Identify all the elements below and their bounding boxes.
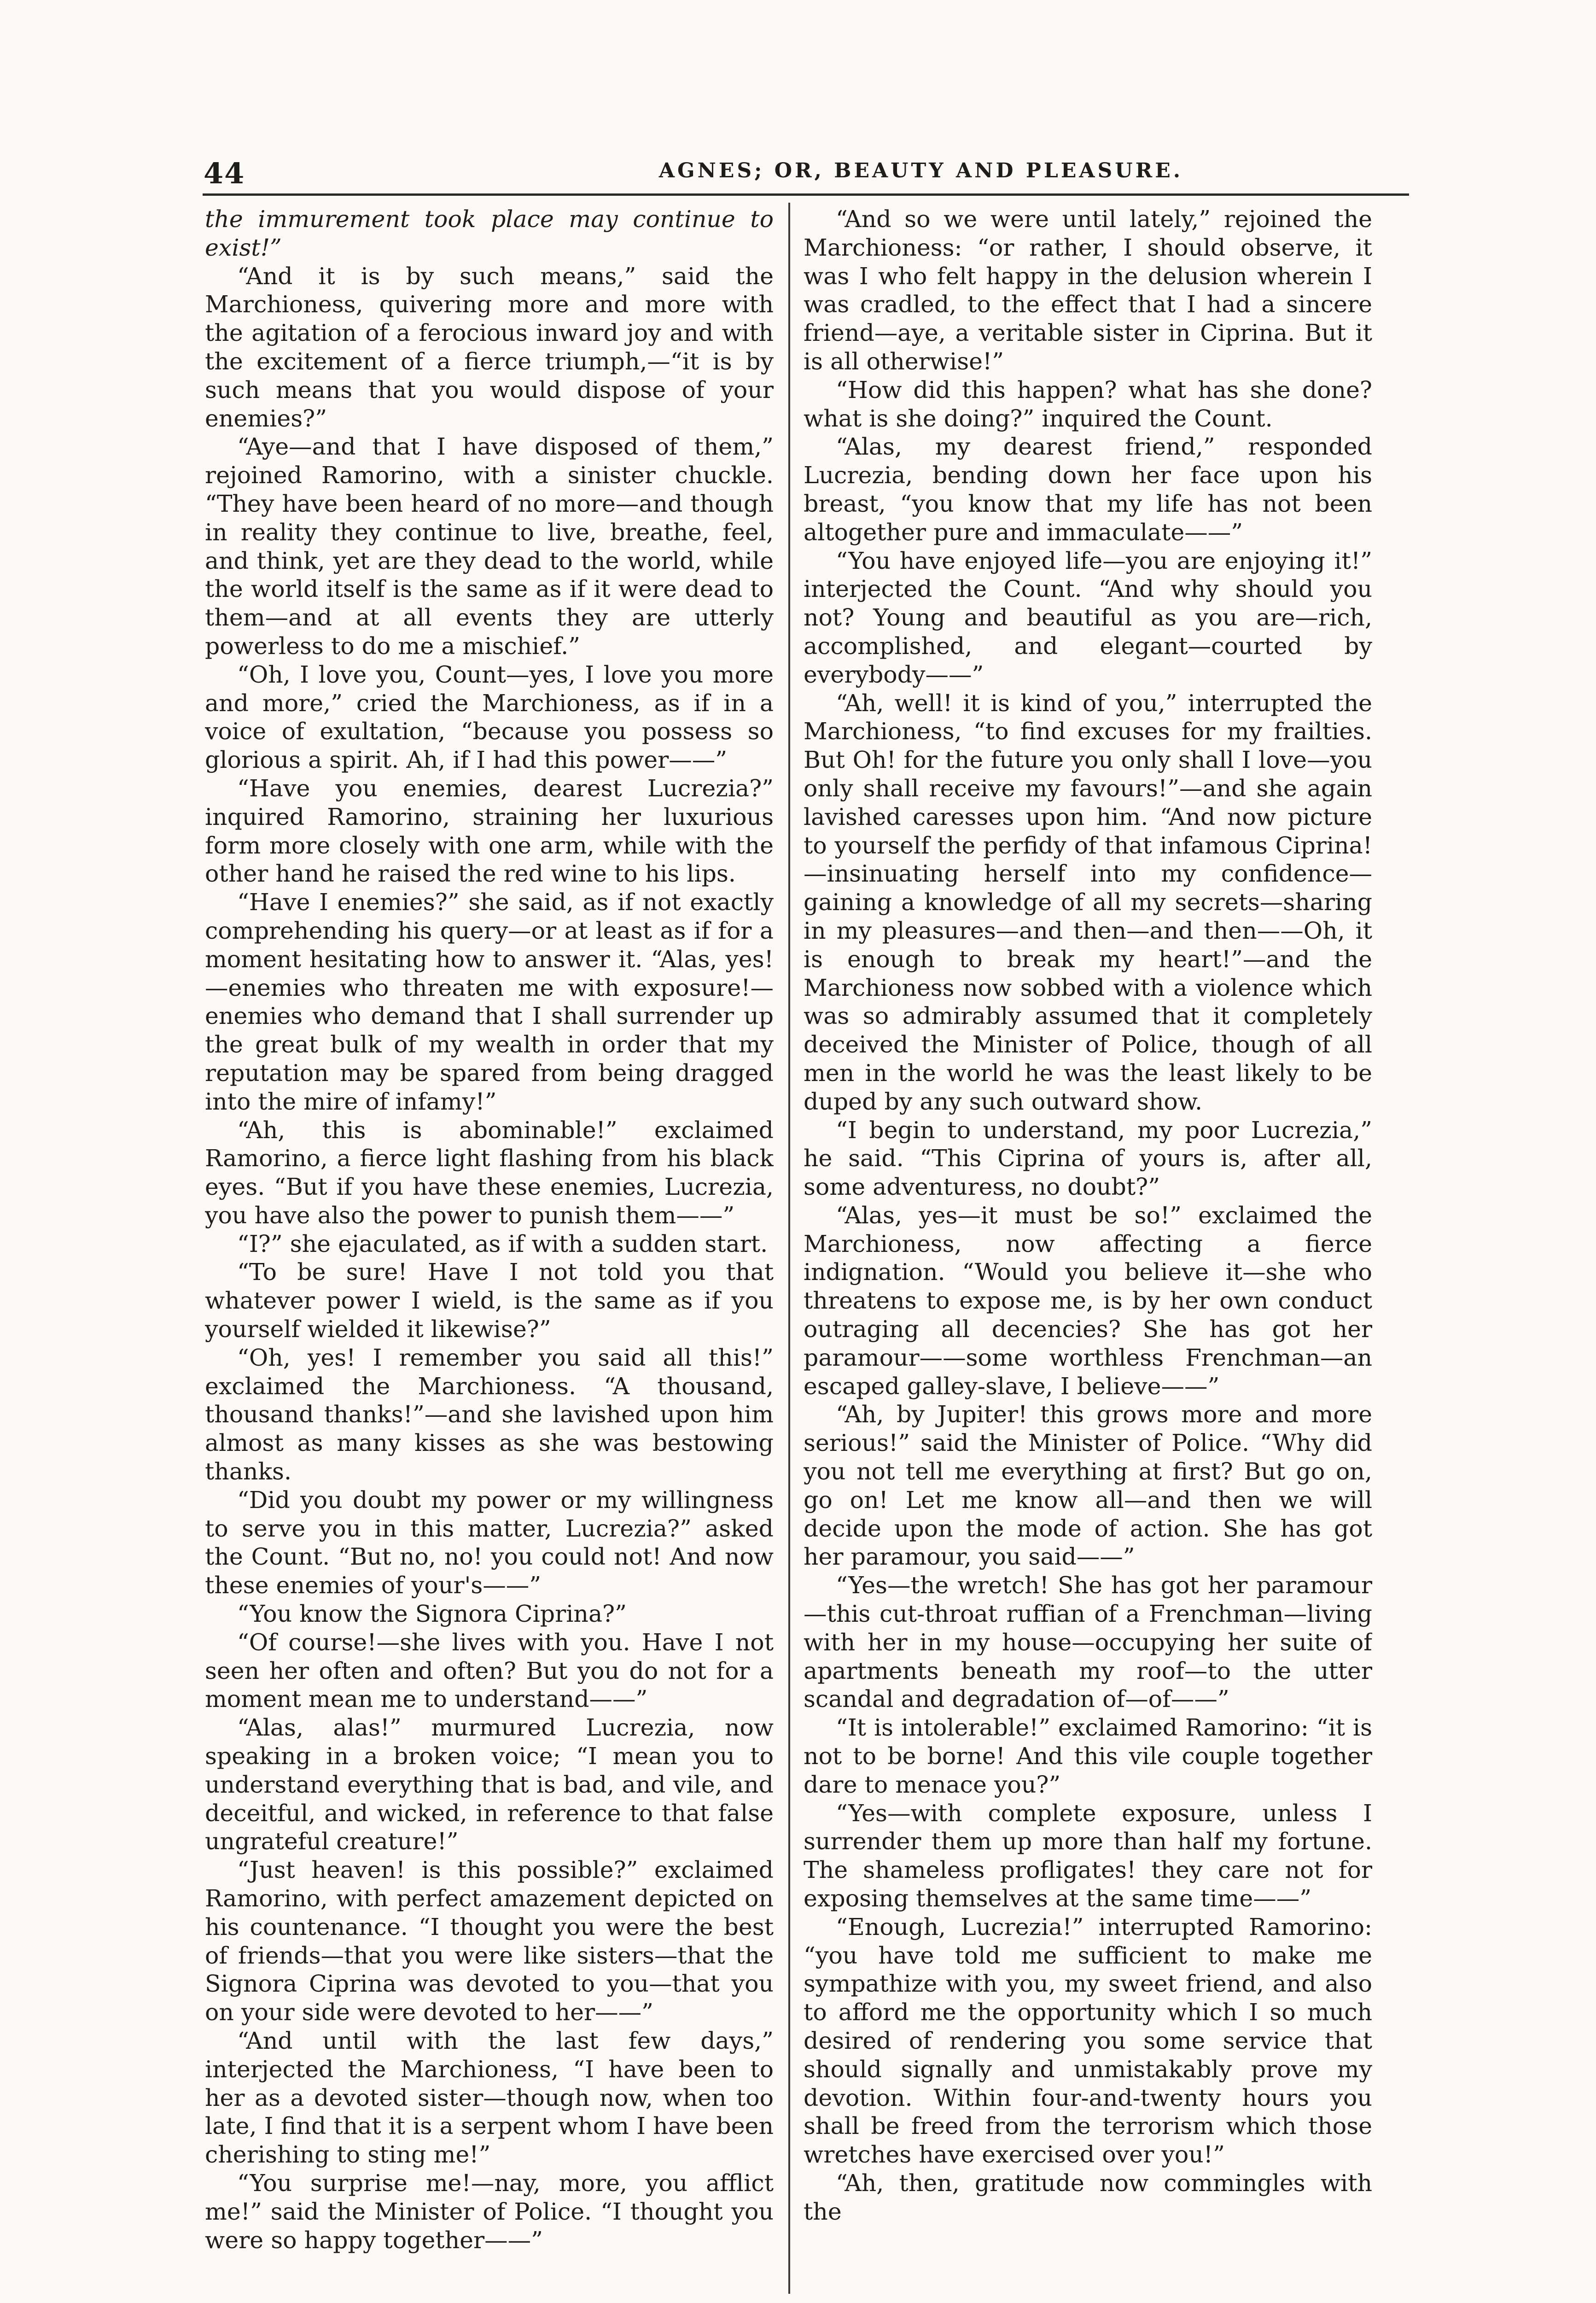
paragraph: “Aye—and that I have disposed of them,” rejoined Ramorino, with a sinister chuckle. “They have been heard of no more—and though in reality they continue to live, breathe, feel, and think, yet are they dead to the world, while the world itself is the same as if it were dead to them—and at all events they are utterly powerless to do me a mischief.” xyxy=(205,433,774,660)
paragraph: “I?” she ejaculated, as if with a sudden start. xyxy=(237,1230,768,1257)
column-divider xyxy=(788,203,790,2294)
paragraph: “How did this happen? what has she done? what is she doing?” inquired the Count. xyxy=(804,376,1372,432)
paragraph: “You surprise me!—nay, more, you afflict me!” said the Minister of Police. “I thought you were so happy together——” xyxy=(205,2169,774,2254)
paragraph: “Have I enemies?” she said, as if not exactly comprehending his query—or at least as if for a moment hesitating how to answer it. “Alas, yes! —enemies who threaten me with exposure!—enemies who demand that I shall surrender up the great bulk of my wealth in order that my reputation may be spared from being dragged into the mire of infamy!” xyxy=(205,888,774,1115)
paragraph: “Ah, this is abominable!” exclaimed Ramorino, a fierce light flashing from his black eyes. “But if you have these enemies, Lucrezia, you have also the power to punish them——” xyxy=(205,1116,774,1229)
paragraph: “And it is by such means,” said the Marchioness, quivering more and more with the agitation of a ferocious inward joy and with the excitement of a fierce triumph,—“it is by such means that you would dispose of your enemies?” xyxy=(205,262,774,432)
header-rule xyxy=(203,193,1409,196)
left-column xyxy=(205,205,774,2291)
paragraph: “Ah, by Jupiter! this grows more and more serious!” said the Minister of Police. “Why did you not tell me everything at first? But go on, go on! Let me know all—and then we will decide upon the mode of action. She has got her paramour, you said——” xyxy=(804,1401,1372,1571)
paragraph: “And so we were until lately,” rejoined the Marchioness: “or rather, I should observe, it was I who felt happy in the delusion wherein I was cradled, to the effect that I had a sincere friend—aye, a veritable sister in Ciprina. But it is all otherwise!” xyxy=(804,205,1372,375)
paragraph: “To be sure! Have I not told you that whatever power I wield, is the same as if you yourself wielded it likewise?” xyxy=(205,1258,774,1343)
paragraph: “You have enjoyed life—you are enjoying it!” interjected the Count. “And why should you not? Young and beautiful as you are—rich, accomplished, and elegant—courted by everybody——” xyxy=(804,547,1372,688)
paragraph: “Of course!—she lives with you. Have I not seen her often and often? But you do not for a moment mean me to understand——” xyxy=(205,1628,774,1713)
paragraph: “And until with the last few days,” interjected the Marchioness, “I have been to her as a devoted sister—though now, when too late, I find that it is a serpent whom I have been cherishing to sting me!” xyxy=(205,2027,774,2169)
page-number: 44 xyxy=(204,157,245,190)
paragraph: “Alas, my dearest friend,” responded Lucrezia, bending down her face upon his breast, “you know that my life has not been altogether pure and immaculate——” xyxy=(804,433,1372,546)
paragraph: “Enough, Lucrezia!” interrupted Ramorino: “you have told me sufficient to make me sympathize with you, my sweet friend, and also to afford me the opportunity which I so much desired of rendering you some service that should signally and unmistakably prove my devotion. Within four-and-twenty hours you shall be freed from the terrorism which those wretches have exercised over you!” xyxy=(804,1913,1372,2169)
paragraph: “You know the Signora Ciprina?” xyxy=(237,1600,627,1628)
right-column xyxy=(804,205,1372,2291)
paragraph: “Yes—the wretch! She has got her paramour —this cut-throat ruffian of a Frenchman—living with her in my house—occupying her suite of apartments beneath my roof—to the utter scandal and degradation of—of——” xyxy=(804,1572,1372,1713)
paragraph: “It is intolerable!” exclaimed Ramorino: “it is not to be borne! And this vile couple together dare to menace you?” xyxy=(804,1714,1372,1798)
paragraph: the immurement took place may continue to exist!” xyxy=(205,205,774,261)
paragraph: “Did you doubt my power or my willingness to serve you in this matter, Lucrezia?” asked the Count. “But no, no! you could not! And now these enemies of your's——” xyxy=(205,1486,774,1599)
paragraph: “Have you enemies, dearest Lucrezia?” inquired Ramorino, straining her luxurious form more closely with one arm, while with the other hand he raised the red wine to his lips. xyxy=(205,774,774,888)
paragraph: “Ah, then, gratitude now commingles with the xyxy=(804,2169,1372,2225)
running-title: AGNES; OR, BEAUTY AND PLEASURE. xyxy=(658,159,1183,182)
paragraph: “Ah, well! it is kind of you,” interrupted the Marchioness, “to find excuses for my frailties. But Oh! for the future you only shall I love—you only shall receive my favours!”—and she again lavished caresses upon him. “And now picture to yourself the perfidy of that infamous Ciprina!—insinuating herself into my confidence—gaining a knowledge of all my secrets—sharing in my pleasures—and then—and then——Oh, it is enough to break my heart!”—and the Marchioness now sobbed with a violence which was so admirably assumed that it completely deceived the Minister of Police, though of all men in the world he was the least likely to be duped by any such outward show. xyxy=(804,689,1372,1115)
paragraph: “Alas, alas!” murmured Lucrezia, now speaking in a broken voice; “I mean you to understand everything that is bad, and vile, and deceitful, and wicked, in reference to that false ungrateful creature!” xyxy=(205,1714,774,1855)
paragraph: “I begin to understand, my poor Lucrezia,” he said. “This Ciprina of yours is, after all, some adventuress, no doubt?” xyxy=(804,1116,1372,1201)
paragraph: “Oh, I love you, Count—yes, I love you more and more,” cried the Marchioness, as if in a voice of exultation, “because you possess so glorious a spirit. Ah, if I had this power——” xyxy=(205,661,774,774)
paragraph: “Alas, yes—it must be so!” exclaimed the Marchioness, now affecting a fierce indignation. “Would you believe it—she who threatens to expose me, is by her own conduct outraging all decencies? She has got her paramour——some worthless Frenchman—an escaped galley-slave, I believe——” xyxy=(804,1201,1372,1400)
paragraph: “Just heaven! is this possible?” exclaimed Ramorino, with perfect amazement depicted on his countenance. “I thought you were the best of friends—that you were like sisters—that the Signora Ciprina was devoted to you—that you on your side were devoted to her——” xyxy=(205,1856,774,2026)
paragraph: “Yes—with complete exposure, unless I surrender them up more than half my fortune. The shameless profligates! they care not for exposing themselves at the same time——” xyxy=(804,1799,1372,1912)
paragraph: “Oh, yes! I remember you said all this!” exclaimed the Marchioness. “A thousand, thousand thanks!”—and she lavished upon him almost as many kisses as she was bestowing thanks. xyxy=(205,1344,774,1485)
